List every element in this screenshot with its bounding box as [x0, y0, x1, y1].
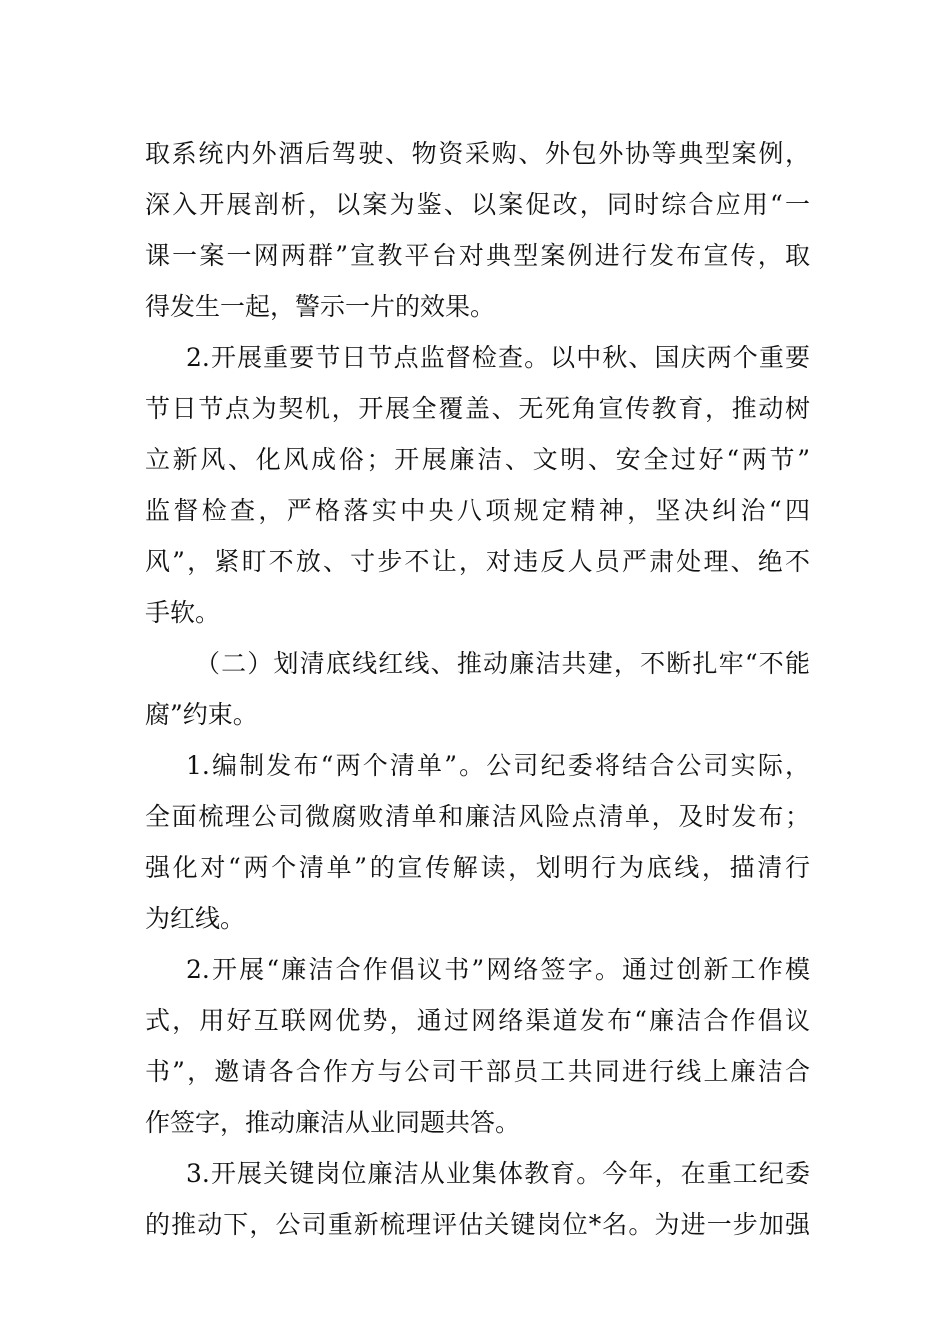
text-line: 1.编制发布“两个清单”。公司纪委将结合公司实际，	[186, 751, 810, 780]
text-line: 式，用好互联网优势，通过网络渠道发布“廉洁合作倡议	[145, 1006, 810, 1035]
paragraph-online-signing	[145, 944, 810, 1148]
document-body	[145, 128, 810, 1250]
paragraph-key-positions	[145, 1148, 810, 1250]
text-line: 深入开展剖析，以案为鉴、以案促改，同时综合应用“一	[145, 190, 810, 219]
text-line: 节日节点为契机，开展全覆盖、无死角宣传教育，推动树	[145, 394, 810, 423]
text-line: 为红线。	[145, 904, 246, 933]
text-line: （二）划清底线红线、推动廉洁共建，不断扎牢“不能	[195, 649, 810, 678]
text-line: 风”，紧盯不放、寸步不让，对违反人员严肃处理、绝不	[145, 547, 810, 576]
text-line: 手软。	[145, 598, 221, 627]
paragraph-holiday-inspection	[145, 332, 810, 638]
text-line: 监督检查，严格落实中央八项规定精神，坚决纠治“四	[145, 496, 810, 525]
text-line: 2.开展“廉洁合作倡议书”网络签字。通过创新工作模	[186, 955, 810, 984]
text-line: 得发生一起，警示一片的效果。	[145, 292, 496, 321]
text-line: 全面梳理公司微腐败清单和廉洁风险点清单，及时发布；	[145, 802, 810, 831]
text-line: 的推动下，公司重新梳理评估关键岗位*名。为进一步加强	[145, 1210, 810, 1239]
text-line: 腐”约束。	[145, 700, 258, 729]
section-heading-two	[145, 638, 810, 740]
text-line: 书”，邀请各合作方与公司干部员工共同进行线上廉洁合	[145, 1057, 810, 1086]
text-line: 作签字，推动廉洁从业同题共答。	[145, 1108, 521, 1137]
text-line: 2.开展重要节日节点监督检查。以中秋、国庆两个重要	[186, 343, 810, 372]
paragraph-two-lists	[145, 740, 810, 944]
text-line: 课一案一网两群”宣教平台对典型案例进行发布宣传，取	[145, 241, 810, 270]
text-line: 取系统内外酒后驾驶、物资采购、外包外协等典型案例，	[145, 139, 810, 168]
paragraph-case-study	[145, 128, 810, 332]
text-line: 强化对“两个清单”的宣传解读，划明行为底线，描清行	[145, 853, 810, 882]
text-line: 3.开展关键岗位廉洁从业集体教育。今年，在重工纪委	[186, 1159, 810, 1188]
text-line: 立新风、化风成俗；开展廉洁、文明、安全过好“两节”	[145, 445, 810, 474]
